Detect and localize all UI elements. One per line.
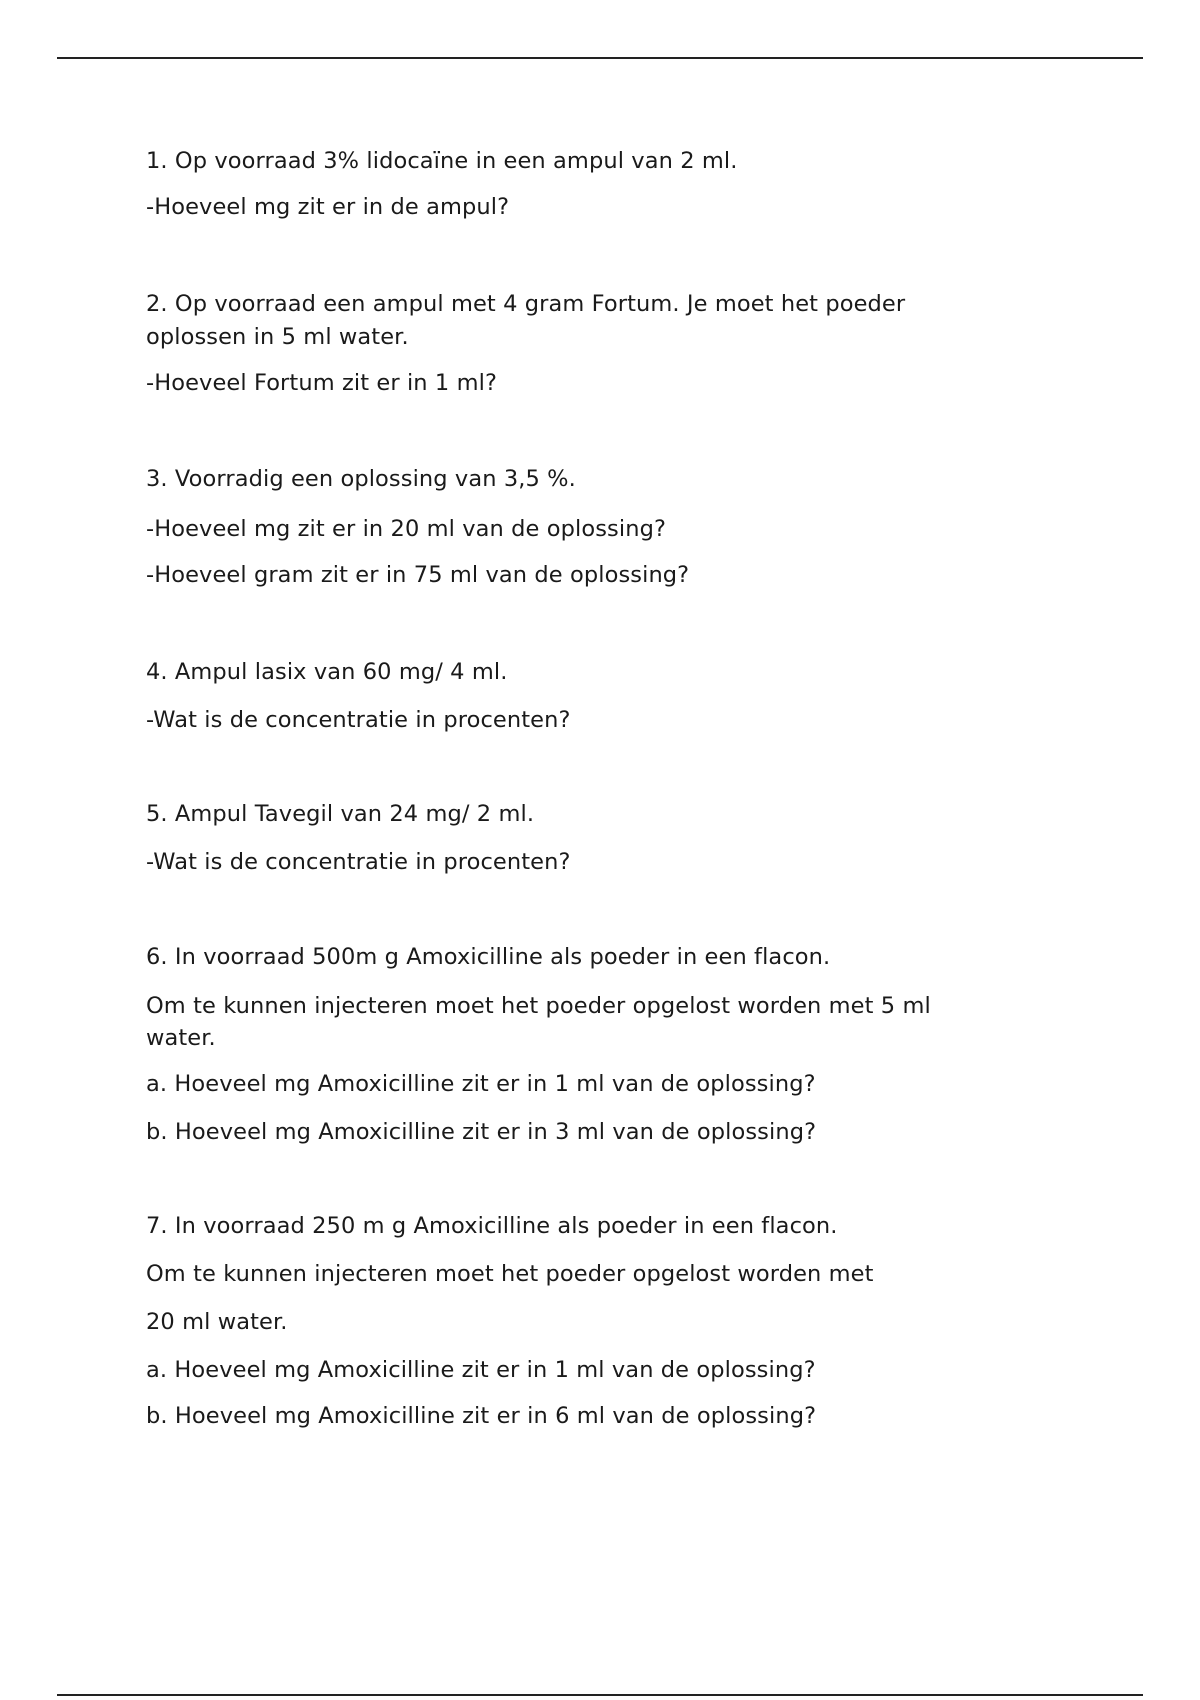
question-7-line-5: b. Hoeveel mg Amoxicilline zit er in 6 ml van de oplossing? [146,1403,817,1429]
footer-rule [57,1694,1143,1696]
question-2-line-2: oplossen in 5 ml water. [146,324,409,350]
question-6-line-4: a. Hoeveel mg Amoxicilline zit er in 1 ml van de oplossing? [146,1071,816,1097]
question-5-line-1: 5. Ampul Tavegil van 24 mg/ 2 ml. [146,801,535,827]
question-3-line-3: -Hoeveel gram zit er in 75 ml van de oplossing? [146,562,690,588]
question-6-line-1: 6. In voorraad 500m g Amoxicilline als poeder in een flacon. [146,944,831,970]
question-7-line-2: Om te kunnen injecteren moet het poeder opgelost worden met [146,1261,874,1287]
question-6-line-3: water. [146,1025,216,1051]
question-1-line-1: 1. Op voorraad 3% lidocaïne in een ampul van 2 ml. [146,148,738,174]
question-1-line-2: -Hoeveel mg zit er in de ampul? [146,194,510,220]
question-2-line-3: -Hoeveel Fortum zit er in 1 ml? [146,370,497,396]
header-rule [57,57,1143,59]
question-7-line-3: 20 ml water. [146,1309,288,1335]
question-7-line-1: 7. In voorraad 250 m g Amoxicilline als poeder in een flacon. [146,1213,838,1239]
question-6-line-5: b. Hoeveel mg Amoxicilline zit er in 3 ml van de oplossing? [146,1119,817,1145]
question-3-line-1: 3. Voorradig een oplossing van 3,5 %. [146,466,576,492]
question-5-line-2: -Wat is de concentratie in procenten? [146,849,571,875]
question-6-line-2: Om te kunnen injecteren moet het poeder opgelost worden met 5 ml [146,993,931,1019]
question-3-line-2: -Hoeveel mg zit er in 20 ml van de oplossing? [146,516,666,542]
question-2-line-1: 2. Op voorraad een ampul met 4 gram Fortum. Je moet het poeder [146,291,906,317]
question-4-line-1: 4. Ampul lasix van 60 mg/ 4 ml. [146,659,508,685]
question-4-line-2: -Wat is de concentratie in procenten? [146,707,571,733]
question-7-line-4: a. Hoeveel mg Amoxicilline zit er in 1 ml van de oplossing? [146,1357,816,1383]
